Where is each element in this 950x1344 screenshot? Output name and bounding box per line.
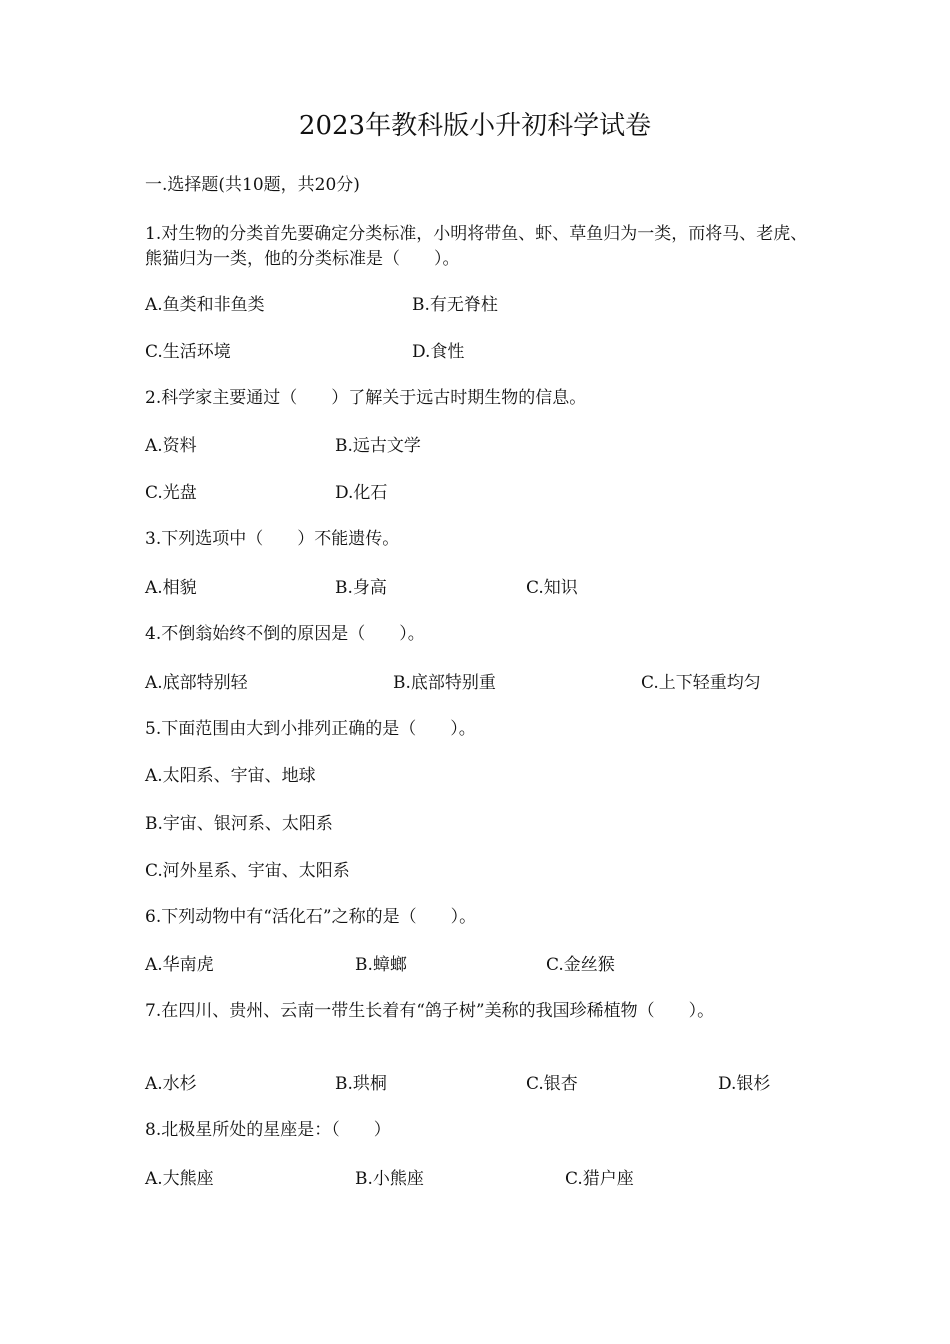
question-4-options-row	[145, 670, 845, 696]
question-6-stem: 6.下列动物中有“活化石”之称的是（ ）。	[145, 907, 477, 927]
question-8-option-c: C.猎户座	[565, 1169, 634, 1189]
question-6-option-b: B.蟑螂	[355, 955, 407, 975]
question-3-option-c: C.知识	[526, 578, 578, 598]
question-1-option-b: B.有无脊柱	[412, 295, 498, 315]
question-8-option-b: B.小熊座	[355, 1169, 424, 1189]
question-7-option-b: B.珙桐	[335, 1074, 387, 1094]
question-2-options-row-2	[145, 480, 845, 506]
question-6-options-row	[145, 952, 845, 978]
question-1-options-row-1	[145, 292, 845, 318]
question-8-option-a: A.大熊座	[145, 1169, 214, 1189]
question-7-stem: 7.在四川、贵州、云南一带生长着有“鸽子树”美称的我国珍稀植物（ ）。	[145, 1001, 715, 1021]
question-2-option-b: B.远古文学	[335, 436, 421, 456]
question-2-options-row-1	[145, 433, 845, 459]
question-7-option-c: C.银杏	[526, 1074, 578, 1094]
question-5-option-b: B.宇宙、银河系、太阳系	[145, 814, 333, 834]
page-title: 2023年教科版小升初科学试卷	[298, 111, 652, 141]
question-6-option-a: A.华南虎	[145, 955, 214, 975]
question-2-stem: 2.科学家主要通过（ ）了解关于远古时期生物的信息。	[145, 388, 587, 408]
question-1-options-row-2	[145, 339, 845, 365]
question-1-option-a: A.鱼类和非鱼类	[145, 295, 265, 315]
question-2-option-a: A.资料	[145, 436, 197, 456]
question-4-option-a: A.底部特别轻	[145, 673, 248, 693]
question-3-option-a: A.相貌	[145, 578, 197, 598]
question-3-option-b: B.身高	[335, 578, 387, 598]
question-4-option-c: C.上下轻重均匀	[641, 673, 761, 693]
question-8-options-row	[145, 1166, 845, 1192]
question-5-stem: 5.下面范围由大到小排列正确的是（ ）。	[145, 719, 476, 739]
section-heading: 一.选择题(共10题，共20分)	[145, 175, 360, 195]
question-7-option-d: D.银杉	[718, 1074, 771, 1094]
question-2-option-d: D.化石	[335, 483, 388, 503]
question-3-stem: 3.下列选项中（ ）不能遗传。	[145, 529, 400, 549]
question-1-option-c: C.生活环境	[145, 342, 231, 362]
question-6-option-c: C.金丝猴	[546, 955, 615, 975]
question-1-stem: 1.对生物的分类首先要确定分类标准，小明将带鱼、虾、草鱼归为一类，而将马、老虎、熊猫归为一类，他的分类标准是（ ）。	[145, 224, 808, 269]
question-7-options-row	[145, 1071, 845, 1097]
question-5-option-c: C.河外星系、宇宙、太阳系	[145, 861, 350, 881]
question-4-option-b: B.底部特别重	[393, 673, 496, 693]
question-3-options-row	[145, 575, 845, 601]
question-7-option-a: A.水杉	[145, 1074, 197, 1094]
question-2-option-c: C.光盘	[145, 483, 197, 503]
question-5-option-a: A.太阳系、宇宙、地球	[145, 766, 316, 786]
question-8-stem: 8.北极星所处的星座是：（ ）	[145, 1120, 391, 1140]
question-1-option-d: D.食性	[412, 342, 465, 362]
question-4-stem: 4.不倒翁始终不倒的原因是（ ）。	[145, 624, 425, 644]
